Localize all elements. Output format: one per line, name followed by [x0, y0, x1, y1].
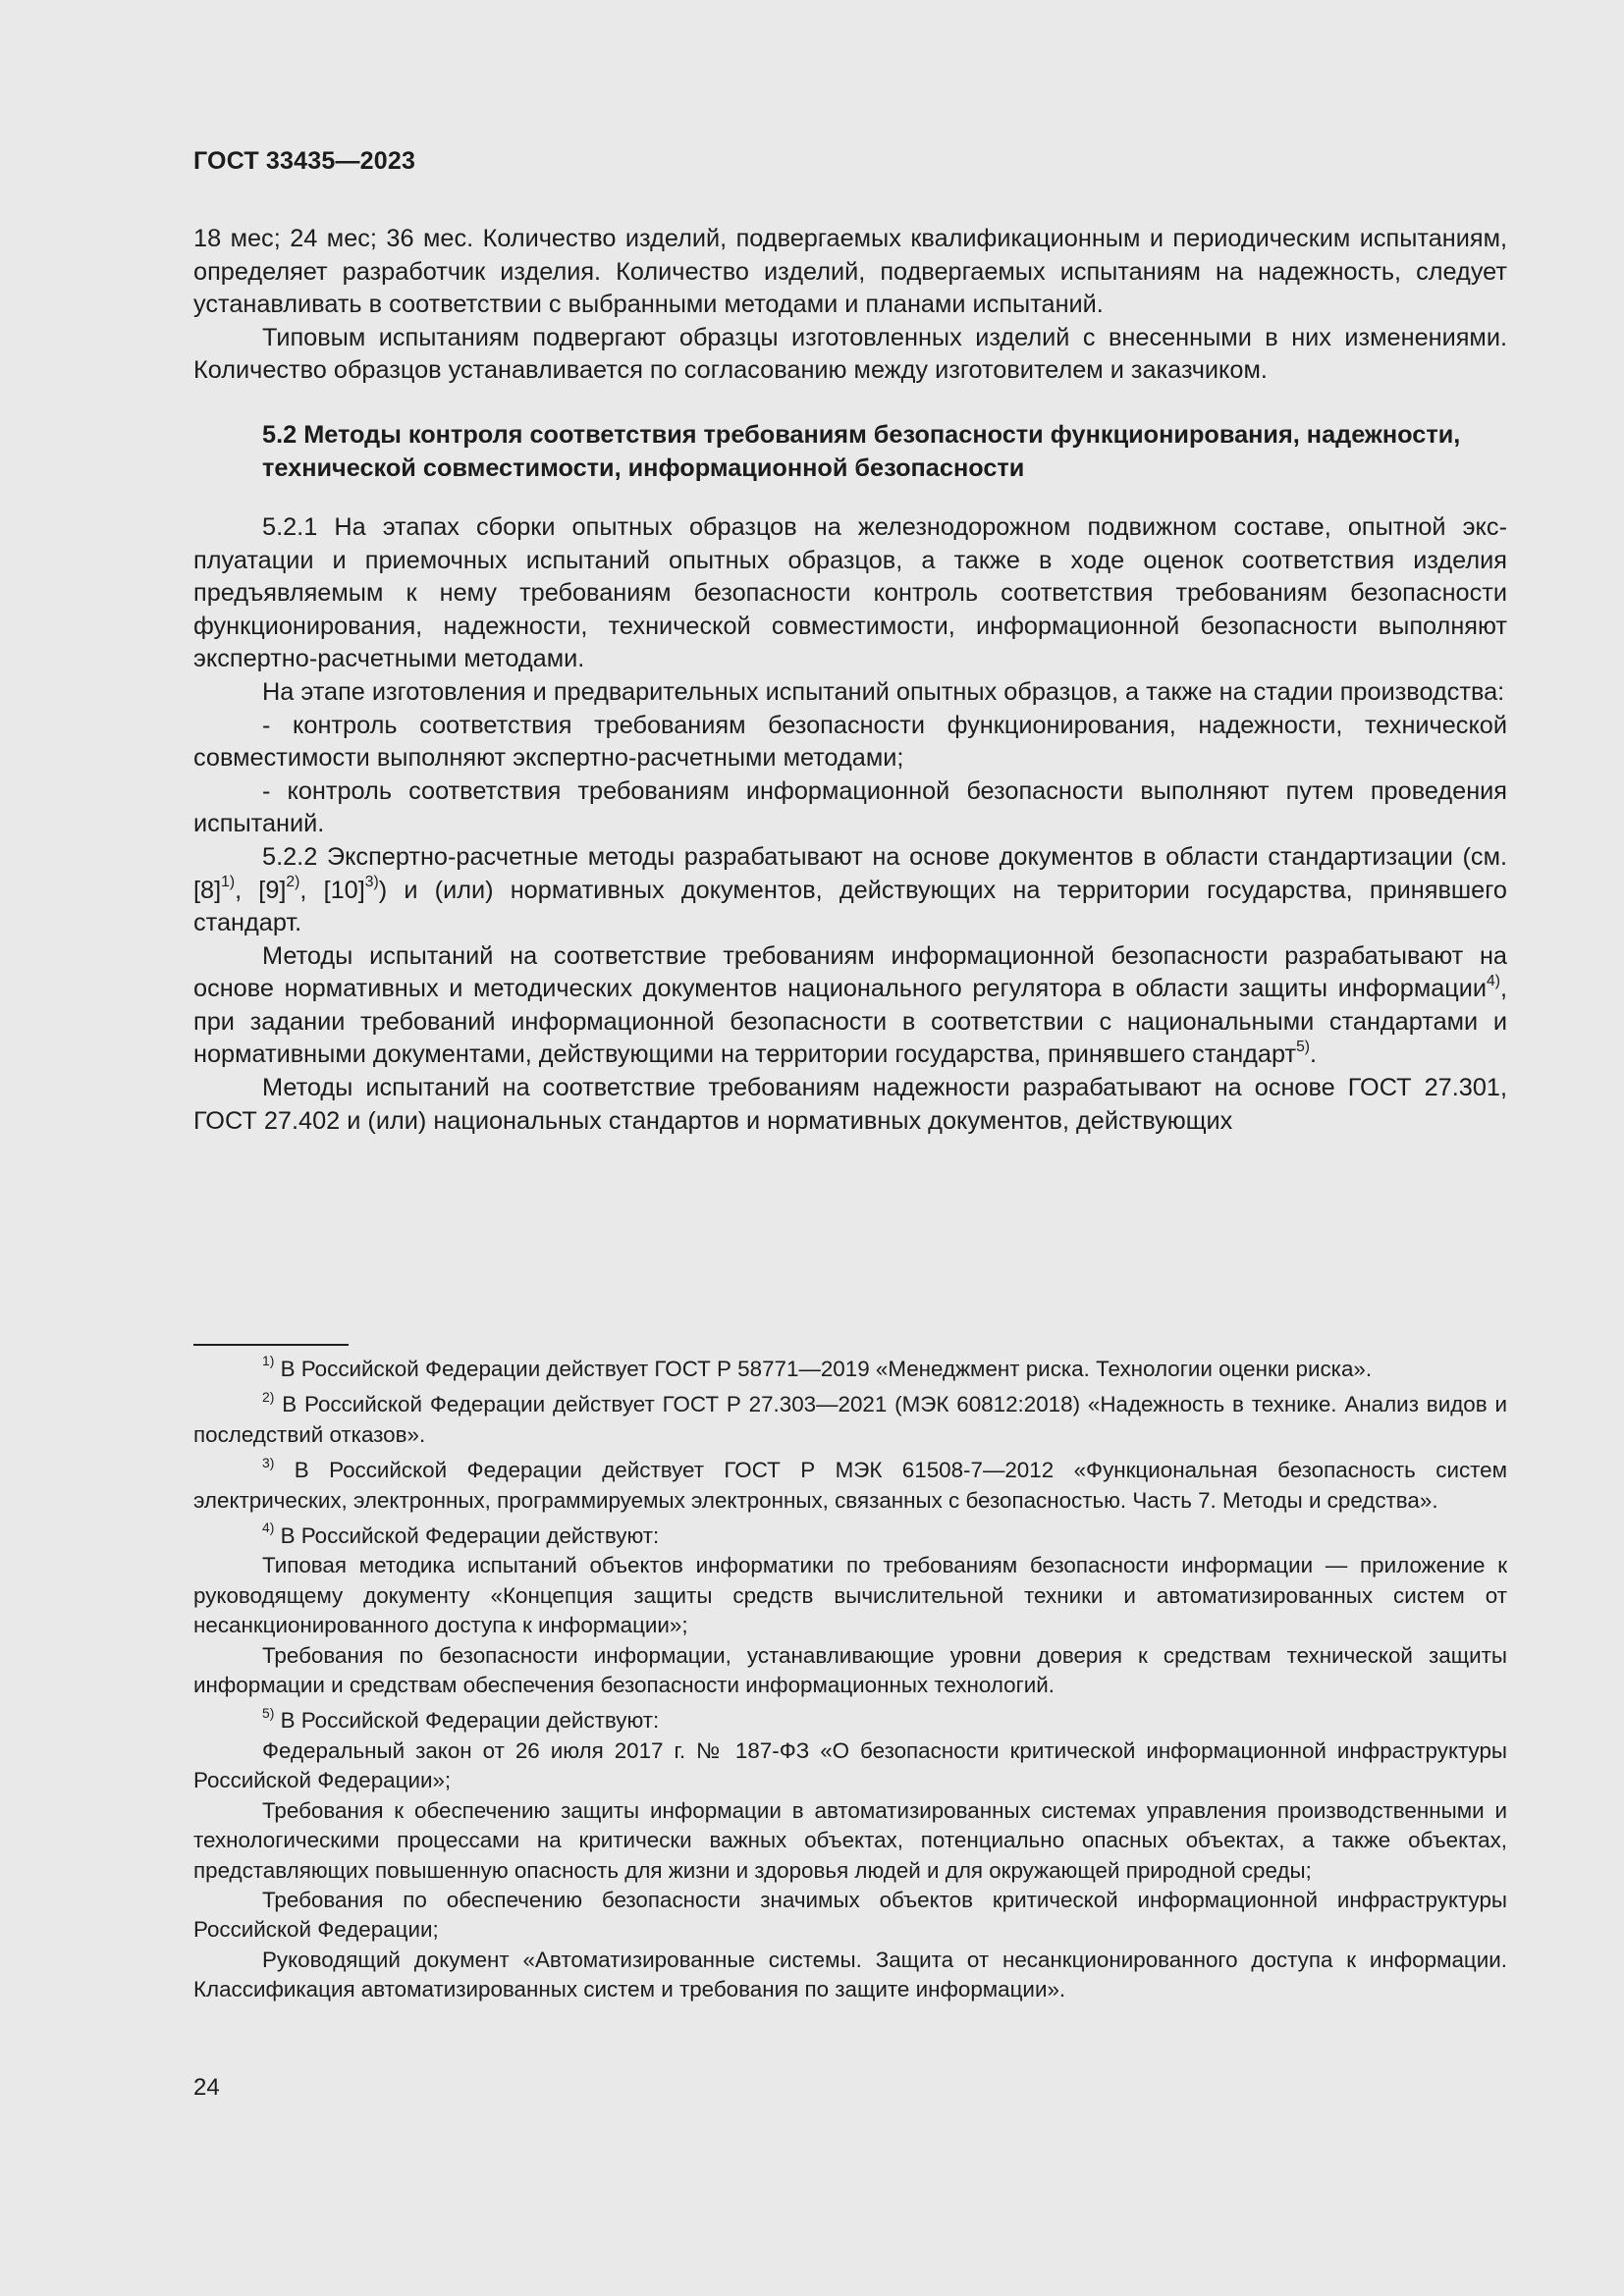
- footnote-ref[interactable]: 1): [221, 873, 236, 890]
- footnote: [193, 1706, 1507, 1735]
- footnote-text: В Российской Федерации действует ГОСТ Р МЭК 61508-7—2012 «Функциональная безопасность систем электрических, электронных, программируемых электронных, связанных с безопасностью. Часть 7. Методы и средства».: [193, 1458, 1507, 1513]
- footnote: [193, 1456, 1507, 1516]
- footnote: [193, 1355, 1507, 1384]
- list-item: - контроль соответствия требованиям безопасности функционирования, надежности, технической совместимости выполняют экспертно-расчетными методами;: [193, 711, 1507, 773]
- text-run: Методы испытаний на соответствие требованиям информационной безопасности разрабатывают на основе нормативных и методических документов национального регулятора в области защиты информации: [193, 941, 1507, 1003]
- footnote-mark: 4): [262, 1520, 275, 1536]
- paragraph: 18 мес; 24 мес; 36 мес. Количество изделий, подвергаемых квалификационным и периодическим испытаниям, определяет разработчик изделия. Количество изделий, подвергаемых испытаниям на надежность, следует устанавливать в соответствии с выбранными методами и планами испытаний.: [193, 225, 1507, 319]
- footnote-item: Требования по безопасности информации, устанавливающие уровни доверия к средствам технической защиты информации и средствам обеспечения безопасности информационных технологий.: [193, 1642, 1507, 1698]
- paragraph: [193, 940, 1507, 1072]
- text-run: .: [1310, 1041, 1318, 1069]
- footnote-mark: 3): [262, 1454, 275, 1470]
- text-run: , при задании требований информационной безопасности в соответствии с национальными стандартами и нормативными документами, действующими на территории государства, принявшего стандарт: [193, 975, 1507, 1069]
- footnote-item: Руководящий документ «Автоматизированные системы. Защита от несанкционированного доступа к информации. Классификация автоматизированных систем и требования по защите информации».: [193, 1947, 1507, 2002]
- main-text: [193, 223, 1507, 1138]
- footnote-ref[interactable]: 2): [286, 873, 300, 890]
- footnote-separator: [193, 1344, 349, 1346]
- text-run: , [9]: [235, 876, 287, 904]
- document-header: ГОСТ 33435—2023: [193, 147, 416, 175]
- paragraph: [193, 841, 1507, 940]
- footnotes: [193, 1355, 1507, 2005]
- footnote-mark: 5): [262, 1704, 275, 1721]
- list-item: - контроль соответствия требованиям информационной безопасности выполняют путем проведения испытаний.: [193, 776, 1507, 838]
- footnote-item: Федеральный закон от 26 июля 2017 г. № 187-ФЗ «О безопасности критической информационной инфраструктуры Российской Федерации»;: [193, 1737, 1507, 1793]
- footnote-ref[interactable]: 4): [1487, 972, 1500, 989]
- paragraph: 5.2.1 На этапах сборки опытных образцов на железнодорожном подвижном составе, опытной эксплуатации и приемочных испытаний опытных образцов, а также в ходе оценок соответствия изделия предъявляемым к нему требованиям безопасности контроль соответствия требованиям безопасности функционирования, надежности, технической совместимости, информационной безопасности выполняют экспертно-расчетными методами.: [193, 512, 1507, 673]
- footnote-text: В Российской Федерации действуют:: [274, 1523, 660, 1549]
- footnote-text: В Российской Федерации действует ГОСТ Р 27.303—2021 (МЭК 60812:2018) «Надежность в технике. Анализ видов и последствий отказов».: [193, 1392, 1507, 1447]
- footnote-ref[interactable]: 3): [364, 873, 379, 890]
- paragraph: Типовым испытаниям подвергают образцы изготовленных изделий с внесенными в них изменениями. Количество образцов устанавливается по согласованию между изготовителем и заказчиком.: [193, 323, 1507, 385]
- footnote-item: Требования к обеспечению защиты информации в автоматизированных системах управления производственными и технологическими процессами на критически важных объектах, потенциально опасных объектах, а также объектах, представляющих повышенную опасность для жизни и здоровья людей и для окружающей природной среды;: [193, 1797, 1507, 1883]
- footnote-item: Требования по обеспечению безопасности значимых объектов критической информационной инфраструктуры Российской Федерации;: [193, 1887, 1507, 1943]
- footnote-text: В Российской Федерации действуют:: [274, 1708, 660, 1734]
- page-number: 24: [193, 2074, 220, 2101]
- footnote-mark: 2): [262, 1388, 275, 1405]
- text-run: ) и (или) нормативных документов, действующих на территории государства, принявшего стандарт.: [193, 876, 1507, 937]
- text-run: 5.2.2 Экспертно-расчетные методы разрабатывают на основе документов в области стандартизации (см. [8]: [193, 842, 1507, 904]
- paragraph: На этапе изготовления и предварительных испытаний опытных образцов, а также на стадии производства:: [262, 677, 1505, 706]
- footnote: [193, 1390, 1507, 1450]
- footnote-text: В Российской Федерации действует ГОСТ Р 58771—2019 «Менеджмент риска. Технологии оценки риска».: [274, 1357, 1373, 1381]
- footnote-ref[interactable]: 5): [1296, 1038, 1311, 1055]
- footnote-mark: 1): [262, 1353, 275, 1369]
- paragraph: Методы испытаний на соответствие требованиям надежности разрабатывают на основе ГОСТ 27.301, ГОСТ 27.402 и (или) национальных стандартов и нормативных документов, действующих: [193, 1074, 1507, 1135]
- footnote-item: Типовая методика испытаний объектов информатики по требованиям безопасности информации — приложение к руководящему документу «Концепция защиты средств вычислительной техники и автоматизированных систем от несанкционированного доступа к информации»;: [193, 1553, 1507, 1638]
- text-run: , [10]: [299, 876, 365, 904]
- section-heading: 5.2 Методы контроля соответствия требованиям безопасности функционирования, надежности, технической совместимости, информационной безопасности: [262, 420, 1461, 482]
- footnote: [193, 1522, 1507, 1551]
